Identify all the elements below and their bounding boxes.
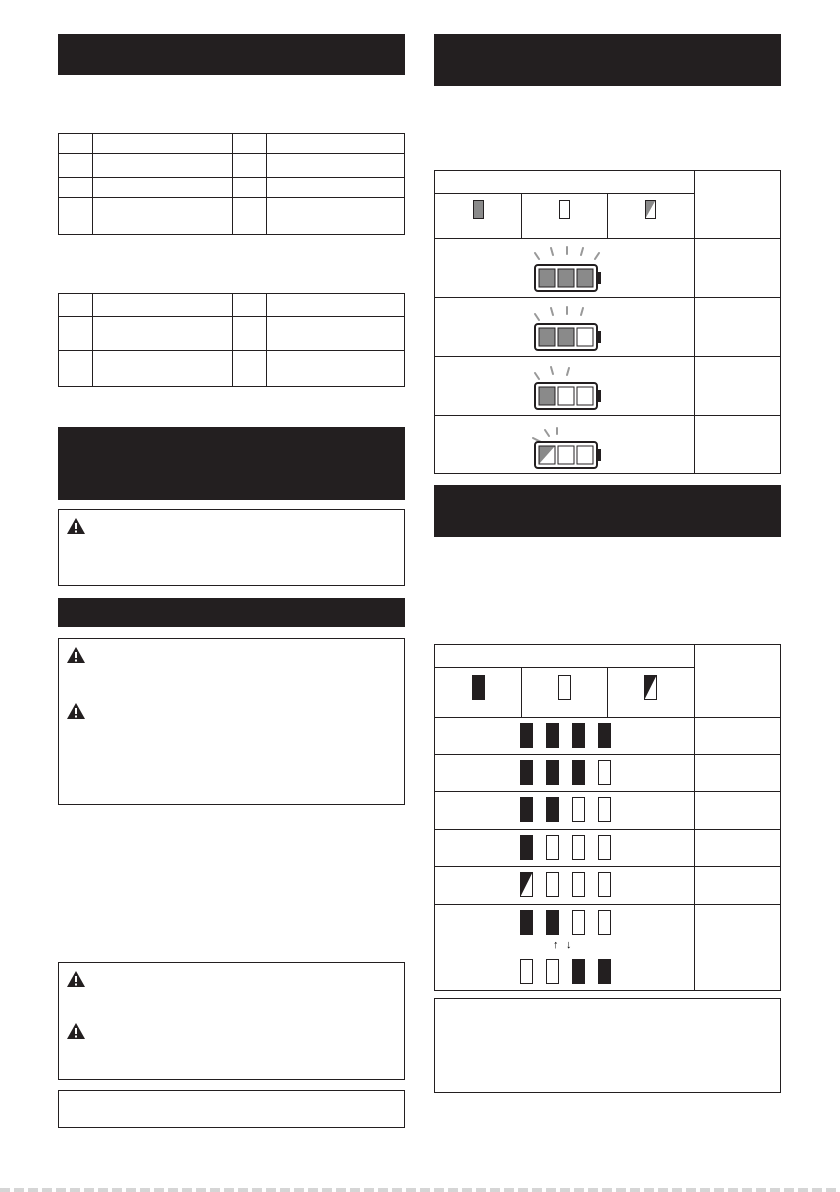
indicator-segment-off	[572, 797, 585, 822]
spec-table-2	[58, 293, 405, 387]
battery-blinking-icon	[645, 200, 656, 219]
battery-level-0-icon	[527, 422, 607, 472]
note-box	[58, 1090, 405, 1128]
indicator-segment-lit	[546, 910, 559, 935]
indicator-segment-lit	[520, 760, 533, 785]
indicator-segment-lit	[598, 959, 611, 984]
battery-indicator-table	[434, 170, 781, 474]
indicator-off-icon	[558, 675, 571, 700]
indicator-segment-off	[572, 835, 585, 860]
spec-table-1	[58, 133, 405, 235]
battery-level-1-icon	[527, 363, 607, 413]
indicator-blinking-icon	[644, 675, 657, 700]
section-header-bar-2	[58, 427, 405, 500]
alternating-arrows-down: ↓	[566, 939, 572, 951]
indicator-segment-lit	[546, 723, 559, 748]
warning-triangle-icon	[66, 1022, 86, 1040]
indicator-segment-off	[598, 835, 611, 860]
warning-box-2	[58, 638, 405, 805]
page-crop-marks	[0, 1188, 840, 1192]
battery-level-2-icon	[527, 304, 607, 354]
indicator-segment-lit	[520, 910, 533, 935]
indicator-segment-lit	[520, 835, 533, 860]
section-header-bar-4	[434, 34, 781, 86]
indicator-segment-off	[598, 797, 611, 822]
warning-triangle-icon	[66, 517, 86, 535]
indicator-segment-off	[572, 872, 585, 897]
indicator-segment-off	[520, 959, 533, 984]
indicator-segment-off	[598, 910, 611, 935]
section-header-bar-5	[434, 485, 781, 537]
warning-box-3	[58, 962, 405, 1080]
indicator-segment-lit	[572, 760, 585, 785]
indicator-segment-off	[598, 872, 611, 897]
indicator-segment-off	[546, 835, 559, 860]
warning-triangle-icon	[66, 970, 86, 988]
warning-triangle-icon	[66, 646, 86, 664]
indicator-segment-lit	[598, 723, 611, 748]
warning-triangle-icon	[66, 702, 86, 720]
battery-level-3-icon	[527, 245, 607, 295]
indicator-segment-lit	[520, 723, 533, 748]
indicator-segment-off	[572, 910, 585, 935]
indicator-segment-off	[598, 760, 611, 785]
indicator-segment-lit	[520, 797, 533, 822]
battery-off-icon	[559, 200, 570, 219]
remaining-capacity-table	[434, 644, 781, 991]
indicator-segment-off	[546, 872, 559, 897]
section-header-bar-1	[58, 34, 405, 75]
section-header-bar-3	[58, 598, 405, 627]
indicator-segment-lit	[572, 959, 585, 984]
indicator-segment-lit	[572, 723, 585, 748]
indicator-segment-off	[546, 959, 559, 984]
indicator-segment-blinking	[520, 872, 533, 897]
indicator-segment-lit	[546, 797, 559, 822]
note-box-right	[434, 998, 781, 1093]
alternating-arrows: ↑	[553, 939, 559, 951]
indicator-segment-lit	[546, 760, 559, 785]
warning-box-1	[58, 509, 405, 586]
battery-lit-icon	[473, 200, 484, 219]
indicator-lit-icon	[472, 675, 485, 700]
